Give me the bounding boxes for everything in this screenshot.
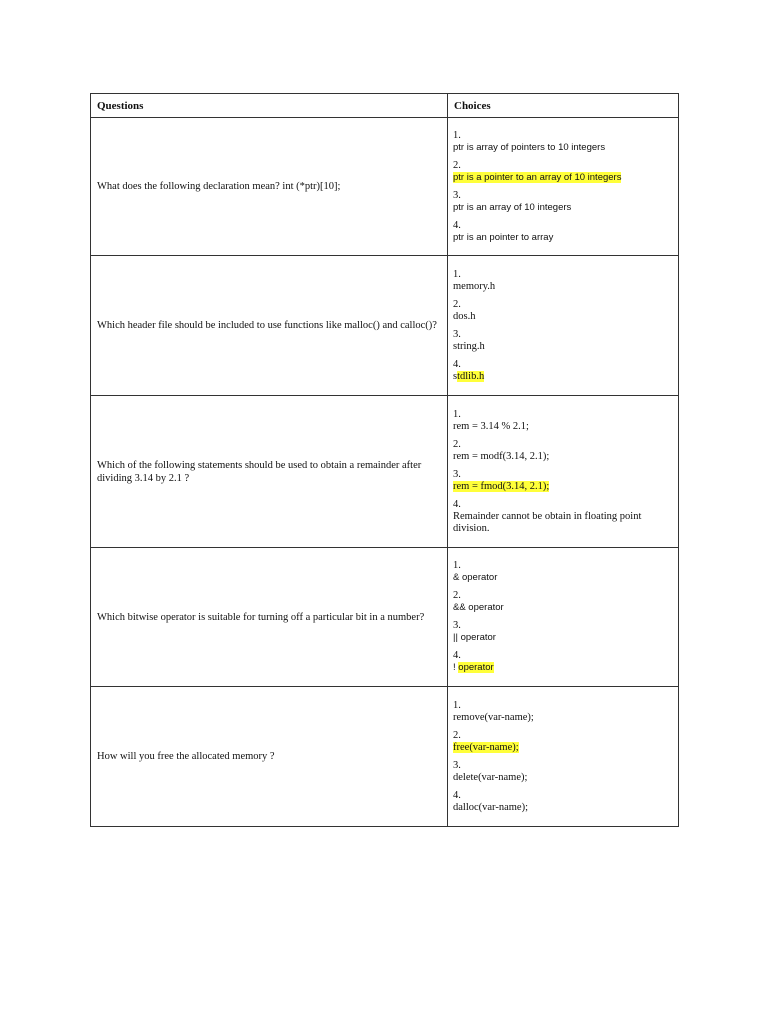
choice-text: || operator xyxy=(453,632,496,643)
choice-item xyxy=(453,299,672,323)
choice-item xyxy=(453,499,672,535)
question-cell: What does the following declaration mean? int (*ptr)[10]; xyxy=(91,118,448,256)
choice-text: dos.h xyxy=(453,310,476,322)
choice-item xyxy=(453,439,672,463)
choice-number: 2. xyxy=(453,159,461,171)
choice-item xyxy=(453,130,672,154)
choice-text: string.h xyxy=(453,340,485,352)
choice-number: 3. xyxy=(453,620,461,631)
choice-item xyxy=(453,329,672,353)
choice-item xyxy=(453,700,672,724)
choice-text: remove(var-name); xyxy=(453,711,534,723)
question-cell: Which header file should be included to use functions like malloc() and calloc()? xyxy=(91,256,448,396)
choice-text: ptr is array of pointers to 10 integers xyxy=(453,141,606,153)
choice-text: ptr is an array of 10 integers xyxy=(453,201,572,213)
choice-text: Remainder cannot be obtain in floating point division. xyxy=(453,510,642,534)
choice-item xyxy=(453,560,672,584)
choice-item xyxy=(453,590,672,614)
table-row xyxy=(91,548,679,687)
choice-number: 3. xyxy=(453,759,461,771)
choice-text: && operator xyxy=(453,602,504,613)
choices-cell xyxy=(448,396,679,548)
table-header-row xyxy=(91,94,679,118)
correct-choice-text: ptr is a pointer to an array of 10 integers xyxy=(453,171,622,183)
correct-choice-text: operator xyxy=(458,662,494,673)
choice-item xyxy=(453,269,672,293)
choice-item xyxy=(453,730,672,754)
choice-number: 1. xyxy=(453,699,461,711)
choice-item xyxy=(453,620,672,644)
choice-text: & operator xyxy=(453,572,498,583)
choice-item xyxy=(453,220,672,244)
choice-text: ptr is an pointer to array xyxy=(453,231,554,243)
correct-choice-text: tdlib.h xyxy=(457,370,485,382)
choice-number: 3. xyxy=(453,328,461,340)
choice-item xyxy=(453,409,672,433)
choice-number: 2. xyxy=(453,438,461,450)
choices-cell xyxy=(448,687,679,827)
choice-item xyxy=(453,359,672,383)
choice-number: 4. xyxy=(453,358,461,370)
questions-header: Questions xyxy=(91,94,448,118)
table-row xyxy=(91,256,679,396)
choices-cell xyxy=(448,548,679,687)
question-cell: Which bitwise operator is suitable for turning off a particular bit in a number? xyxy=(91,548,448,687)
choice-prefix: ! xyxy=(453,662,459,673)
choice-text: rem = modf(3.14, 2.1); xyxy=(453,450,550,462)
table-row xyxy=(91,687,679,827)
choice-number: 4. xyxy=(453,498,461,510)
choice-number: 2. xyxy=(453,590,461,601)
choice-prefix: s xyxy=(453,370,458,382)
table-row xyxy=(91,118,679,256)
choice-text: dalloc(var-name); xyxy=(453,801,528,813)
choice-number: 4. xyxy=(453,789,461,801)
table-row xyxy=(91,396,679,548)
choices-cell xyxy=(448,118,679,256)
choice-item xyxy=(453,469,672,493)
choices-header: Choices xyxy=(448,94,679,118)
correct-choice-text: free(var-name); xyxy=(453,741,519,753)
choice-text: rem = 3.14 % 2.1; xyxy=(453,420,529,432)
choice-item xyxy=(453,190,672,214)
correct-choice-text: rem = fmod(3.14, 2.1); xyxy=(453,480,550,492)
choice-item xyxy=(453,650,672,674)
question-cell: Which of the following statements should be used to obtain a remainder after dividing 3.14 by 2.1 ? xyxy=(91,396,448,548)
choices-cell xyxy=(448,256,679,396)
choice-number: 4. xyxy=(453,650,461,661)
choice-number: 1. xyxy=(453,560,461,571)
choice-number: 2. xyxy=(453,298,461,310)
choice-number: 1. xyxy=(453,268,461,280)
choice-item xyxy=(453,790,672,814)
choice-item xyxy=(453,760,672,784)
choice-number: 1. xyxy=(453,129,461,141)
choice-number: 1. xyxy=(453,408,461,420)
choice-number: 4. xyxy=(453,219,461,231)
question-cell: How will you free the allocated memory ? xyxy=(91,687,448,827)
choice-number: 3. xyxy=(453,468,461,480)
questions-table xyxy=(90,93,679,827)
choice-number: 2. xyxy=(453,729,461,741)
choice-text: delete(var-name); xyxy=(453,771,528,783)
choice-text: memory.h xyxy=(453,280,496,292)
choice-number: 3. xyxy=(453,189,461,201)
choice-item xyxy=(453,160,672,184)
